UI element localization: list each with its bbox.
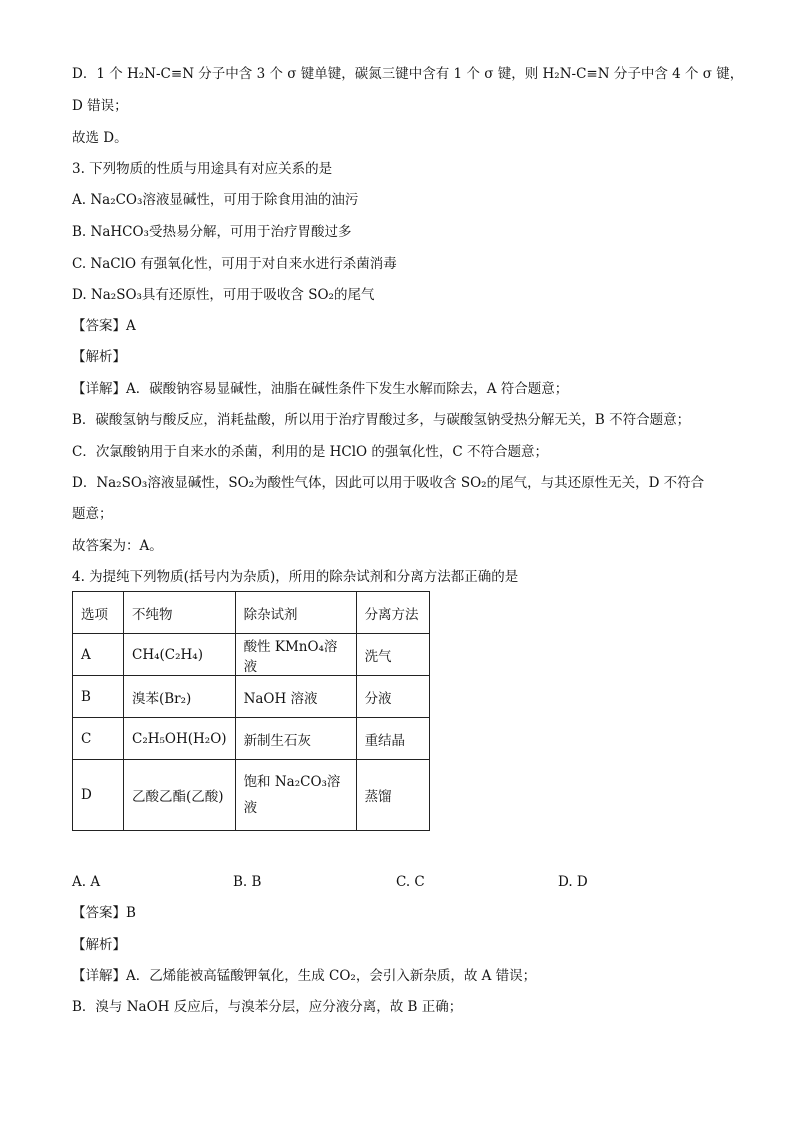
cell-option: B [73, 676, 124, 718]
question-3-option-b: B. NaHCO₃受热易分解，可用于治疗胃酸过多 [72, 224, 352, 240]
line-q2-d-conclusion: D 错误； [72, 98, 128, 114]
table-row [73, 676, 430, 718]
header-method: 分离方法 [356, 592, 429, 634]
question-3-detail-c: C．次氯酸钠用于自来水的杀菌，利用的是 HClO 的强氧化性，C 不符合题意； [72, 444, 549, 460]
cell-method: 分液 [356, 676, 429, 718]
question-3-detail-d-cont: 题意； [72, 506, 113, 522]
question-4-option-d: D. D [558, 874, 588, 890]
question-3-detail-d: D．Na₂SO₃溶液显碱性，SO₂为酸性气体，因此可以用于吸收含 SO₂的尾气，与其还原性无关，D 不符合 [72, 475, 705, 491]
question-3-analysis-label: 【解析】 [72, 349, 126, 365]
question-4-stem: 4. 为提纯下列物质(括号内为杂质)，所用的除杂试剂和分离方法都正确的是 [72, 569, 519, 585]
cell-option: D [73, 760, 124, 831]
line-q2-d-explain: D．1 个 H₂N-C≡N 分子中含 3 个 σ 键单键，碳氮三键中含有 1 个 σ 键，则 H₂N-C≡N 分子中含 4 个 σ 键， [72, 66, 744, 82]
question-3-detail-a: 【详解】A．碳酸钠容易显碱性，油脂在碱性条件下发生水解而除去，A 符合题意； [72, 381, 569, 397]
cell-option: A [73, 634, 124, 676]
table-row [73, 718, 430, 760]
question-4-answer: 【答案】B [72, 905, 136, 921]
line-q2-answer: 故选 D。 [72, 130, 128, 146]
cell-reagent: 新制生石灰 [235, 718, 356, 760]
header-impure: 不纯物 [124, 592, 236, 634]
cell-reagent: 饱和 Na₂CO₃溶液 [235, 760, 356, 831]
cell-impure: 乙酸乙酯(乙酸) [124, 760, 236, 831]
header-option: 选项 [73, 592, 124, 634]
question-4-option-b: B. B [233, 874, 262, 890]
question-4-option-a: A. A [72, 874, 101, 890]
question-3-detail-b: B．碳酸氢钠与酸反应，消耗盐酸，所以用于治疗胃酸过多，与碳酸氢钠受热分解无关，B 不符合题意； [72, 412, 691, 428]
question-3-option-c: C. NaClO 有强氧化性，可用于对自来水进行杀菌消毒 [72, 256, 397, 272]
question-3-final-answer: 故答案为：A。 [72, 538, 163, 554]
cell-impure: C₂H₅OH(H₂O) [124, 718, 236, 760]
cell-impure: 溴苯(Br₂) [124, 676, 236, 718]
header-reagent: 除杂试剂 [235, 592, 356, 634]
table-row [73, 760, 430, 831]
cell-method: 蒸馏 [356, 760, 429, 831]
cell-impure: CH₄(C₂H₄) [124, 634, 236, 676]
table-row [73, 634, 430, 676]
question-4-detail-b: B．溴与 NaOH 反应后，与溴苯分层，应分液分离，故 B 正确； [72, 999, 463, 1015]
question-4-detail-a: 【详解】A．乙烯能被高锰酸钾氧化，生成 CO₂，会引入新杂质，故 A 错误； [72, 968, 537, 984]
cell-reagent: NaOH 溶液 [235, 676, 356, 718]
question-3-stem: 3. 下列物质的性质与用途具有对应关系的是 [72, 161, 333, 177]
table-header-row [73, 592, 430, 634]
cell-method: 重结晶 [356, 718, 429, 760]
cell-method: 洗气 [356, 634, 429, 676]
question-4-analysis-label: 【解析】 [72, 937, 126, 953]
question-3-option-d: D. Na₂SO₃具有还原性，可用于吸收含 SO₂的尾气 [72, 287, 375, 303]
question-4-table [72, 591, 430, 831]
question-3-answer: 【答案】A [72, 318, 136, 334]
cell-option: C [73, 718, 124, 760]
cell-reagent: 酸性 KMnO₄溶液 [235, 634, 356, 676]
question-4-option-c: C. C [396, 874, 425, 890]
question-3-option-a: A. Na₂CO₃溶液显碱性，可用于除食用油的油污 [72, 192, 359, 208]
